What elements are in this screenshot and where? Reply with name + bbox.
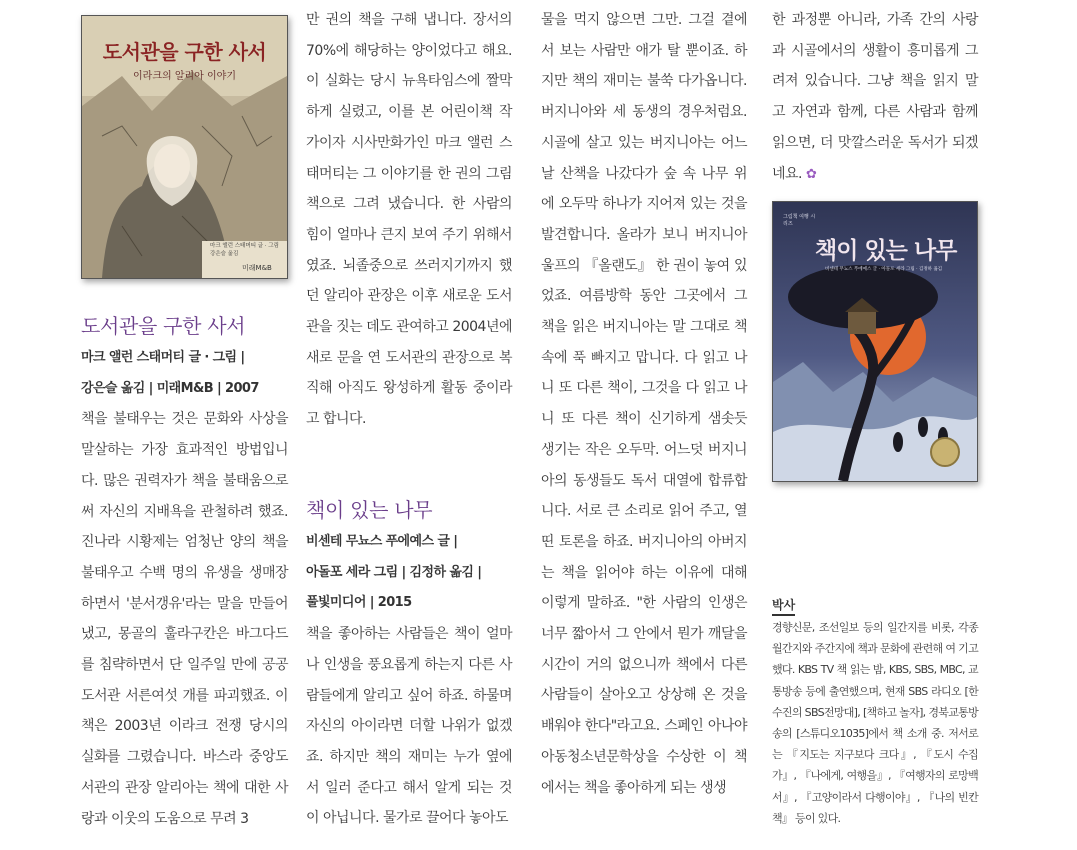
cover-title: 도서관을 구한 사서 xyxy=(102,40,267,64)
book-meta: 아돌포 세라 그림 | 김정하 옮김 | xyxy=(306,564,482,580)
cover-credit: 마크 앨런 스태머티 글 · 그림 강은슬 옮김 xyxy=(210,243,279,257)
book-meta: 비센테 무뇨스 푸에예스 글 | xyxy=(306,534,458,549)
book-title: 책이 있는 나무 xyxy=(306,498,433,522)
cover-credit: 비센테 무뇨스 푸에예스 글 · 아돌포 세라 그림 · 김정하 옮김 xyxy=(825,267,943,272)
body-paragraph: 책을 불태우는 것은 문화와 사상을 말살하는 가장 효과적인 방법입니다. 많은 권력자가 책을 불태움으로써 자신의 지배욕을 관철하려 했죠. 진나라 시황제는 엄청난 양의 책을 불태우고 수백 명의 유생을 생매장하면서 '분서갱유'라는 말을 만들어냈고, 몽골의 훌라구칸은 바그다드를 침략하면서 단 일주일 만에 공공도서관 서른여섯 개를 파괴했죠. 이 책은 2003년 이라크 전쟁 당시의 실화를 그렸습니다. 바스라 중앙도서관의 관장 알리아는 책에 대한 사랑과 이웃의 도움으로 무려 3 xyxy=(81,411,288,827)
book-meta: 강은슬 옮김 | 미래M&B | 2007 xyxy=(81,380,259,396)
body-paragraph: 한 과정뿐 아니라, 가족 간의 사랑과 시골에서의 생활이 흥미롭게 그려져 있습니다. 그냥 책을 읽지 말고 자연과 함께, 다른 사람과 함께 읽으면, 더 맛깔스러운 독서가 되겠네요. xyxy=(772,12,978,182)
column-1 xyxy=(81,310,288,834)
column-2-book2 xyxy=(306,494,512,834)
cover-series: 그림책 여행 시리즈 xyxy=(783,214,816,227)
author-name: 박사 xyxy=(772,597,795,616)
body-paragraph-wrap xyxy=(772,5,978,190)
cover-publisher: 미래M&B xyxy=(242,264,272,272)
book-cover-librarian xyxy=(81,15,288,279)
body-paragraph: 책을 좋아하는 사람들은 책이 얼마나 인생을 풍요롭게 하는지 다른 사람들에게 알리고 싶어 하죠. 하물며 자신의 아이라면 더할 나위가 없겠죠. 하지만 책의 재미는 누가 옆에서 일러 준다고 해서 알게 되는 것이 아닙니다. 물가로 끌어다 놓아도 xyxy=(306,626,512,827)
column-2 xyxy=(306,5,512,435)
body-paragraph: 물을 먹지 않으면 그만. 그걸 곁에서 보는 사람만 애가 탈 뿐이죠. 하지만 책의 재미는 불쑥 다가옵니다. 버지니아와 세 동생의 경우처럼요. 시골에 살고 있는 버지니아는 어느 날 산책을 나갔다가 숲 속 나무 위에 오두막 하나가 지어져 있는 것을 발견합니다. 올라가 보니 버지니아 울프의 『올랜도』 한 권이 놓여 있었죠. 여름방학 동안 그곳에서 그 책을 읽은 버지니아는 말 그대로 책 속에 푹 빠지고 맙니다. 다 읽고 나니 또 다른 책이, 그것을 다 읽고 나니 또 다른 책이 신기하게 샘솟듯 생기는 작은 오두막. 어느덧 버지니아의 동생들도 독서 대열에 합류합니다. 서로 큰 소리로 읽어 주고, 열띤 토론을 하죠. 버지니아의 아버지는 책을 읽어야 하는 이유에 대해 이렇게 말하죠. "한 사람의 인생은 너무 짧아서 그 안에서 뭔가 깨달을 시간이 거의 없으니까 책에서 다른 사람들이 살아오고 상상해 온 것을 배워야 한다"라고요. 스페인 아나야 아동청소년문학상을 수상한 이 책에서는 책을 좋아하게 되는 생생 xyxy=(541,12,747,796)
flower-icon: ✿ xyxy=(806,166,817,182)
column-3 xyxy=(541,5,747,803)
book-cover-tree xyxy=(772,201,978,482)
column-4 xyxy=(772,5,978,190)
body-paragraph: 만 권의 책을 구해 냅니다. 장서의 70%에 해당하는 양이었다고 해요. 이 실화는 당시 뉴욕타임스에 짤막하게 실렸고, 이를 본 어린이책 작가이자 시사만화가인 마크 앨런 스태머티는 그 이야기를 한 권의 그림책으로 그려 냈습니다. 한 사람의 힘이 얼마나 큰지 보여 주기 위해서였죠. 뇌졸중으로 쓰러지기까지 했던 알리아 관장은 이후 새로운 도서관을 짓는 데도 관여하고 2004년에 새로 문을 연 도서관의 관장으로 복직해 아직도 왕성하게 활동 중이라고 합니다. xyxy=(306,12,512,428)
book-meta: 풀빛미디어 | 2015 xyxy=(306,595,412,611)
book-meta: 마크 앨런 스태머티 글 · 그림 | xyxy=(81,350,245,365)
book-title: 도서관을 구한 사서 xyxy=(81,314,246,338)
cover-title: 책이 있는 나무 xyxy=(815,238,957,264)
author-bio: 경향신문, 조선일보 등의 일간지를 비롯, 각종 월간지와 주간지에 책과 문화에 관련해 여 기고했다. KBS TV 책 읽는 밤, KBS, SBS, MBC, 교통방송 등에 출연했으며, 현재 SBS 라디오 [한수진의 SBS전망대], [책하고 놀자], 경북교통방송의 [스튜디오1035]에서 책 소개 중. 저서로는 『지도는 지구보다 크다』, 『도시 수집가』, 『나에게, 여행을』, 『여행자의 로망백서』, 『고양이라서 다행이야』, 『나의 빈칸 책』 등이 있다. xyxy=(772,621,978,825)
cover-subtitle: 이라크의 알리아 이야기 xyxy=(133,71,236,82)
